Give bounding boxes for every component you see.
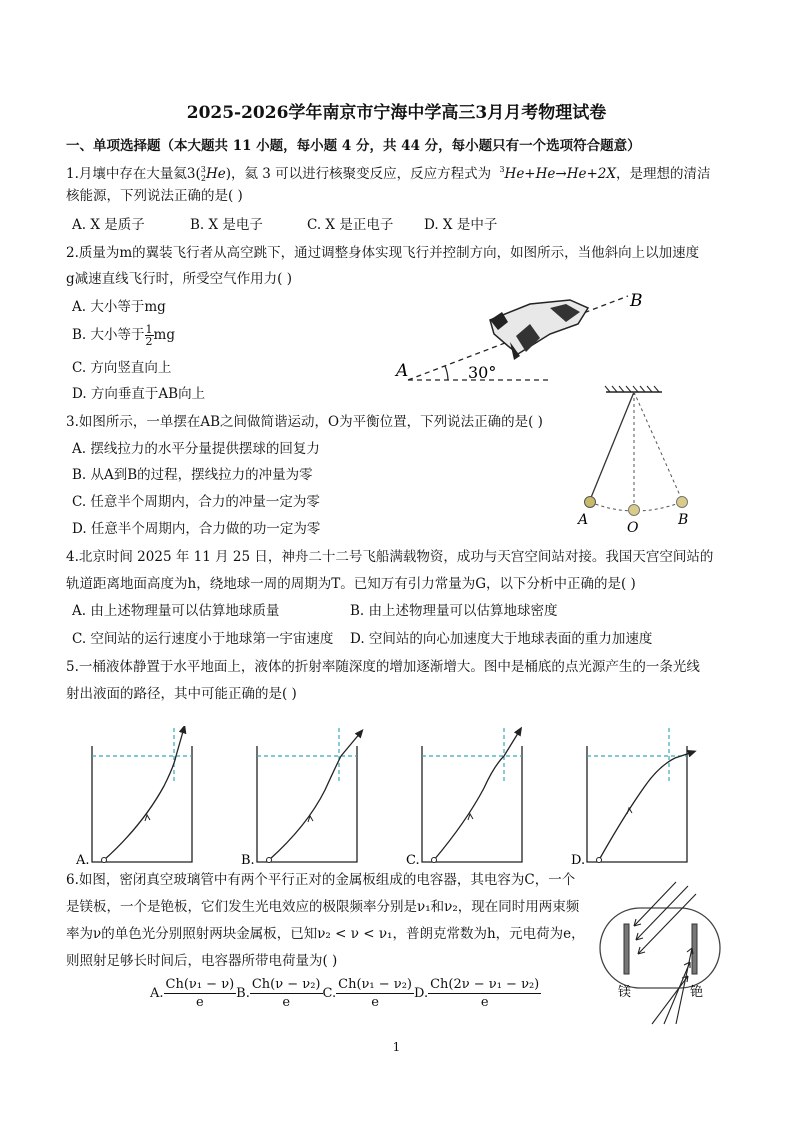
magnesium-plate	[624, 924, 629, 974]
bob-at-o	[629, 505, 640, 516]
figure-d-label: D.	[571, 853, 586, 866]
q2-option-b[interactable]	[72, 324, 175, 347]
refraction-figures	[70, 726, 730, 866]
q6-option-c[interactable]: C. $\frac{\text{Ch(ν₁ − ν₂)}}{e}$	[322, 977, 412, 1010]
label-cesium: 铯	[690, 985, 704, 1000]
pendulum-string	[590, 392, 634, 500]
label-a: A	[396, 361, 409, 381]
question-4-stem-line2: 轨道距离地面高度为h，绕地球一周的周期为T。已知万有引力常量为G，以下分析中正确的是( )	[66, 576, 636, 592]
q1-option-b[interactable]: B. X 是电子	[190, 217, 263, 233]
q2-option-b-fraction: $\frac{1}{2}$	[145, 323, 153, 348]
figure-c-label: C.	[406, 853, 420, 866]
q4-option-c[interactable]: C. 空间站的运行速度小于地球第一宇宙速度	[72, 631, 334, 647]
q1-stem-part-b: )，氦 3 可以进行核聚变反应，反应方程式为	[225, 166, 492, 182]
glass-tube	[600, 908, 720, 988]
q1-option-c[interactable]: C. X 是正电子	[307, 217, 394, 233]
q2-option-a[interactable]: A. 大小等于mg	[72, 299, 166, 315]
q1-nuclear-equation: He+He→He+2X	[504, 166, 616, 182]
question-1-stem-line2: 核能源，下列说法正确的是( )	[66, 188, 243, 204]
wingsuit-flyer-icon	[490, 300, 588, 360]
q2-option-c[interactable]: C. 方向竖直向上	[72, 360, 172, 376]
question-2-stem-line2: g减速直线飞行时，所受空气作用力( )	[66, 271, 292, 287]
figure-a-label: A.	[76, 853, 90, 866]
angle-arc	[445, 366, 448, 380]
label-o: O	[627, 520, 639, 536]
figure-d[interactable]	[571, 728, 693, 866]
question-6-stem: 6.如图，密闭真空玻璃管中有两个平行正对的金属板组成的电容器，其电容为C，一个	[66, 872, 576, 888]
q6-option-d[interactable]: D. $\frac{\text{Ch(2ν − ν₁ − ν₂)}}{e}$	[413, 977, 540, 1010]
q2-option-b-unit: mg	[153, 327, 175, 343]
page-number: 1	[392, 1040, 401, 1054]
q1-stem-part-a: 1.月壤中存在大量氦3(	[66, 166, 201, 182]
pendulum-figure	[572, 384, 702, 536]
q3-option-c[interactable]: C. 任意半个周期内，合力的冲量一定为零	[72, 494, 320, 510]
question-4-stem: 4.北京时间 2025 年 11 月 25 日，神舟二十二号飞船满载物资，成功与天宫空间站对接。我国天宫空间站的	[66, 549, 714, 565]
q6-option-a[interactable]: A. $\frac{\text{Ch(ν₁ − ν)}}{e}$	[150, 977, 235, 1010]
angle-label: 30°	[468, 363, 497, 382]
q1-helium-symbol: He	[205, 166, 226, 182]
q1-option-a[interactable]: A. X 是质子	[72, 217, 145, 233]
question-1-stem: 1.月壤中存在大量氦3($^3_2$He)，氦 3 可以进行核聚变反应，反应方程式为 $^3$He+He→He+2X，是理想的清洁	[66, 165, 711, 183]
label-b: B	[630, 291, 643, 311]
question-5-stem: 5.一桶液体静置于水平地面上，液体的折射率随深度的增加逐渐增大。图中是桶底的点光源产生的一条光线	[66, 659, 700, 675]
question-2-stem: 2.质量为m的翼装飞行者从高空跳下，通过调整身体实现飞行并控制方向，如图所示，当他斜向上以加速度	[66, 245, 700, 261]
question-3-stem: 3.如图所示，一单摆在AB之间做简谐运动，O为平衡位置，下列说法正确的是( )	[66, 414, 543, 430]
question-5-stem-line2: 射出液面的路径，其中可能正确的是( )	[66, 686, 297, 702]
question-6-stem-line2: 是镁板，一个是铯板，它们发生光电效应的极限频率分别是ν₁和ν₂，现在同时用两束频	[66, 899, 580, 915]
figure-b[interactable]	[241, 728, 361, 866]
q4-option-d[interactable]: D. 空间站的向心加速度大于地球表面的重力加速度	[350, 631, 653, 647]
q4-option-a[interactable]: A. 由上述物理量可以估算地球质量	[72, 603, 280, 619]
bob-at-b	[677, 497, 688, 508]
vacuum-tube-figure	[596, 878, 726, 1026]
label-a: A	[578, 512, 589, 528]
q4-option-b[interactable]: B. 由上述物理量可以估算地球密度	[350, 603, 558, 619]
figure-b-label: B.	[241, 853, 255, 866]
section-heading: 一、单项选择题（本大题共 11 小题，每小题 4 分，共 44 分，每小题只有一个选项符合题意）	[66, 138, 641, 154]
string-at-b	[634, 392, 682, 500]
q3-option-a[interactable]: A. 摆线拉力的水平分量提供摆球的回复力	[72, 441, 320, 457]
figure-c[interactable]	[406, 728, 522, 866]
q3-option-d[interactable]: D. 任意半个周期内，合力做的功一定为零	[72, 521, 321, 537]
q1-option-d[interactable]: D. X 是中子	[424, 217, 498, 233]
q6-option-b[interactable]: B. $\frac{\text{Ch(ν − ν₂)}}{e}$	[236, 977, 321, 1010]
q2-option-d[interactable]: D. 方向垂直于AB向上	[72, 386, 206, 402]
cesium-plate	[692, 924, 697, 974]
figure-a[interactable]	[75, 728, 192, 866]
light-rays	[634, 882, 696, 1024]
q6-options-row	[150, 976, 541, 1011]
bob-at-a	[585, 497, 596, 508]
question-6-stem-line3: 率为ν的单色光分别照射两块金属板，已知ν₂ < ν < ν₁，普朗克常数为h，元电荷为e，	[66, 926, 585, 942]
wingsuit-figure	[390, 282, 660, 390]
question-6-stem-line4: 则照射足够长时间后，电容器所带电荷量为( )	[66, 953, 338, 969]
q2-option-b-text: B. 大小等于	[72, 327, 145, 343]
page-title: 2025-2026学年南京市宁海中学高三3月月考物理试卷	[186, 103, 607, 123]
label-magnesium: 镁	[618, 985, 632, 1000]
label-b: B	[678, 512, 689, 528]
q1-stem-part-c: ，是理想的清洁	[615, 166, 711, 182]
q3-option-b[interactable]: B. 从A到B的过程，摆线拉力的冲量为零	[72, 467, 313, 483]
